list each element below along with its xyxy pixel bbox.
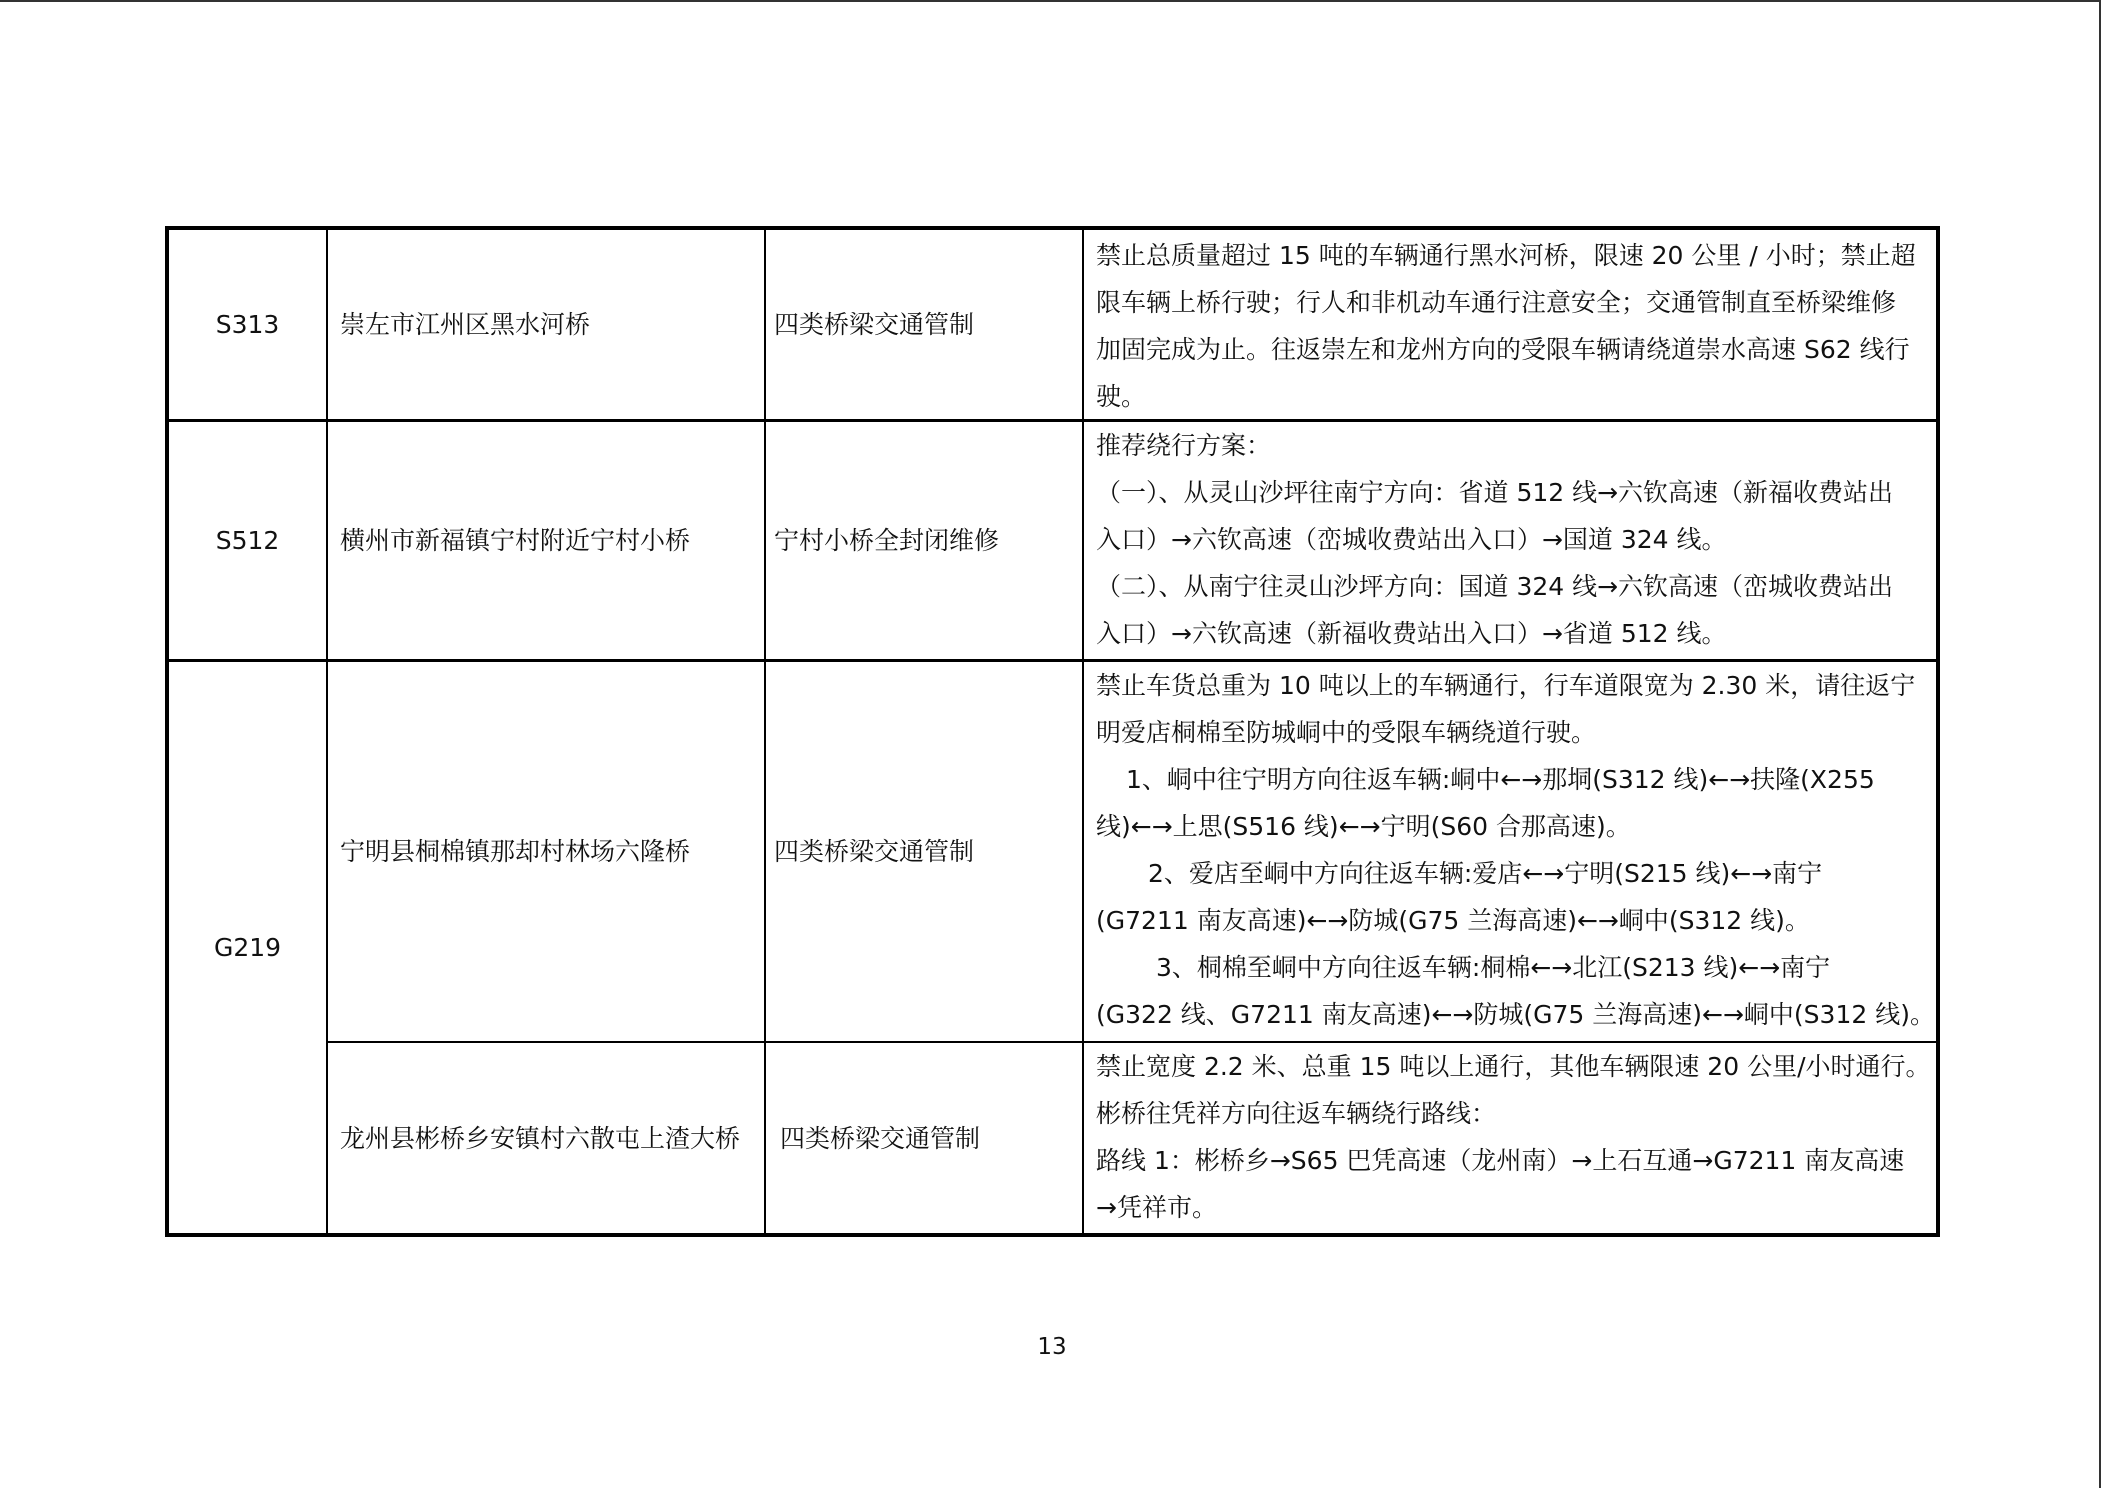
detail-line: 入口）→六钦高速（新福收费站出入口）→省道 512 线。 (1096, 619, 1727, 648)
location-cell (328, 662, 764, 1041)
measure-cell (766, 230, 1082, 419)
detail-line: （二）、从南宁往灵山沙坪方向：国道 324 线→六钦高速（峦城收费站出 (1096, 572, 1894, 601)
road-code-cell (169, 422, 326, 659)
detail-cell (1084, 232, 1936, 419)
detail-line: 加固完成为止。往返崇左和龙州方向的受限车辆请绕道崇水高速 S62 线行 (1096, 335, 1910, 364)
detail-line: 路线 1：彬桥乡→S65 巴凭高速（龙州南）→上石互通→G7211 南友高速 (1096, 1146, 1905, 1175)
bridge-location: 宁明县桐棉镇那却村林场六隆桥 (340, 837, 691, 866)
detail-line: 线)←→上思(S516 线)←→宁明(S60 合那高速)。 (1096, 812, 1631, 841)
control-measure: 四类桥梁交通管制 (774, 310, 975, 339)
detail-cell (1084, 1043, 1936, 1233)
detail-cell (1084, 422, 1936, 659)
detail-line: 3、桐棉至峒中方向往返车辆:桐棉←→北江(S213 线)←→南宁 (1156, 953, 1831, 982)
measure-cell (766, 1043, 1082, 1233)
location-cell (328, 1043, 764, 1233)
page-number: 13 (1037, 1334, 1067, 1360)
measure-cell (766, 422, 1082, 659)
detail-line: 驶。 (1096, 382, 1147, 411)
detail-line: （一）、从灵山沙坪往南宁方向：省道 512 线→六钦高速（新福收费站出 (1096, 478, 1894, 507)
detail-line: 入口）→六钦高速（峦城收费站出入口）→国道 324 线。 (1096, 525, 1727, 554)
detail-line: 禁止总质量超过 15 吨的车辆通行黑水河桥，限速 20 公里 / 小时；禁止超 (1096, 241, 1916, 270)
location-cell (328, 422, 764, 659)
detail-line: 彬桥往凭祥方向往返车辆绕行路线： (1096, 1099, 1497, 1128)
detail-line: 1、峒中往宁明方向往返车辆:峒中←→那垌(S312 线)←→扶隆(X255 (1126, 765, 1875, 794)
location-cell (328, 230, 764, 419)
detail-cell (1084, 662, 1936, 1041)
measure-cell (766, 662, 1082, 1041)
control-measure: 四类桥梁交通管制 (780, 1123, 981, 1153)
detail-line: 禁止车货总重为 10 吨以上的车辆通行，行车道限宽为 2.30 米，请往返宁 (1096, 671, 1916, 700)
bridge-location: 龙州县彬桥乡安镇村六散屯上渣大桥 (340, 1123, 741, 1153)
detail-line: →凭祥市。 (1096, 1193, 1217, 1222)
road-code: G219 (213, 933, 282, 962)
traffic-control-table (165, 226, 1940, 1237)
detail-line: (G7211 南友高速)←→防城(G75 兰海高速)←→峒中(S312 线)。 (1096, 906, 1810, 935)
bridge-location: 崇左市江州区黑水河桥 (340, 310, 591, 339)
control-measure: 四类桥梁交通管制 (774, 837, 975, 866)
detail-line: 限车辆上桥行驶；行人和非机动车通行注意安全；交通管制直至桥梁维修 (1096, 288, 1897, 317)
detail-line: 推荐绕行方案： (1096, 431, 1272, 460)
road-code: S313 (215, 310, 280, 339)
detail-line: 明爱店桐棉至防城峒中的受限车辆绕道行驶。 (1096, 718, 1597, 747)
detail-line: 禁止宽度 2.2 米、总重 15 吨以上通行，其他车辆限速 20 公里/小时通行。 (1096, 1052, 1931, 1081)
road-code-cell (169, 662, 326, 1233)
control-measure: 宁村小桥全封闭维修 (774, 526, 1000, 555)
detail-line: 2、爱店至峒中方向往返车辆:爱店←→宁明(S215 线)←→南宁 (1148, 859, 1823, 888)
road-code: S512 (215, 526, 280, 555)
road-code-cell (169, 230, 326, 419)
detail-line: (G322 线、G7211 南友高速)←→防城(G75 兰海高速)←→峒中(S312 线)。 (1096, 1000, 1935, 1029)
bridge-location: 横州市新福镇宁村附近宁村小桥 (340, 526, 691, 555)
